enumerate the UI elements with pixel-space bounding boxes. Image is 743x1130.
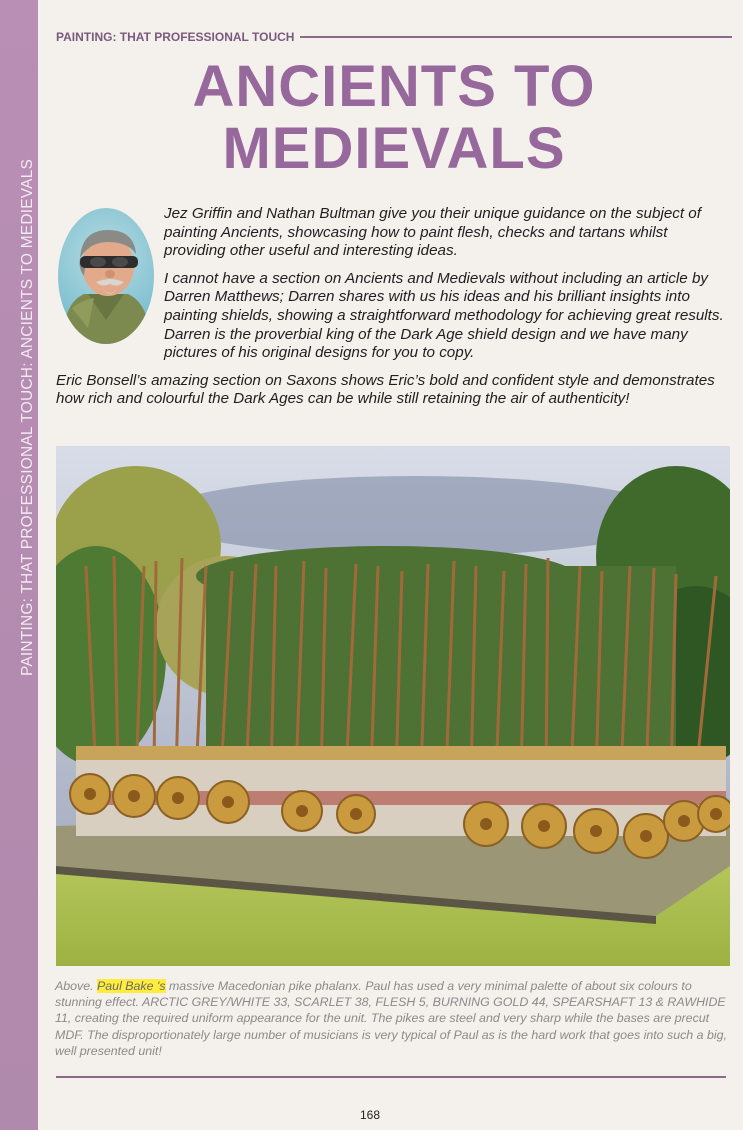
title-line-2: MEDIEVALS: [222, 116, 566, 181]
caption-highlight: Paul Bake 's: [97, 979, 166, 993]
intro-paragraph-3: Eric Bonsell’s amazing section on Saxons shows Eric’s bold and confident style and demonstrates how rich and colourful the Dark Ages can be while still retaining the air of authenticity!: [56, 371, 715, 408]
title-line-1: ANCIENTS TO: [192, 54, 596, 119]
section-label: PAINTING: THAT PROFESSIONAL TOUCH: [56, 30, 295, 44]
page-title: [56, 56, 732, 180]
caption-body: massive Macedonian pike phalanx. Paul has used a very minimal palette of about six colours to stunning effect. ARCTIC GREY/WHITE 33, SCARLET 38, FLESH 5, BURNING GOLD 44, SPEARSHAFT 13 & RAWHIDE 11, creating the required uniform appearance for the unit. The pikes are steel and very sharp while the bases are precut MDF. The disproportionately large number of musicians is very typical of Paul as is the hard work that goes into such a big, well presented unit!: [55, 979, 727, 1058]
section-header: [56, 29, 732, 45]
intro-text: [56, 205, 732, 418]
side-bar: [0, 0, 38, 1130]
photo-caption: [55, 978, 731, 1059]
footer-rule: [56, 1076, 726, 1078]
header-rule: [300, 36, 732, 38]
caption-prefix: Above.: [55, 979, 98, 993]
side-running-title: PAINTING: THAT PROFESSIONAL TOUCH: ANCIENTS TO MEDIEVALS: [19, 158, 36, 676]
phalanx-photo-illustration: [56, 446, 730, 966]
intro-paragraph-2: I cannot have a section on Ancients and Medievals without including an article by Darren Matthews; Darren shares with us his ideas and his brilliant insights into painting shields, showing a straightforward methodology for achieving great results. Darren is the proverbial king of the Dark Age shield design and we have many pictures of his original designs for you to copy.: [164, 269, 724, 362]
phalanx-photo: [56, 446, 730, 966]
page-number: 168: [360, 1108, 381, 1122]
intro-paragraph-1: Jez Griffin and Nathan Bultman give you their unique guidance on the subject of painting Ancients, showcasing how to paint flesh, checks and tartans whilst providing other useful and interesting ideas.: [164, 205, 701, 260]
